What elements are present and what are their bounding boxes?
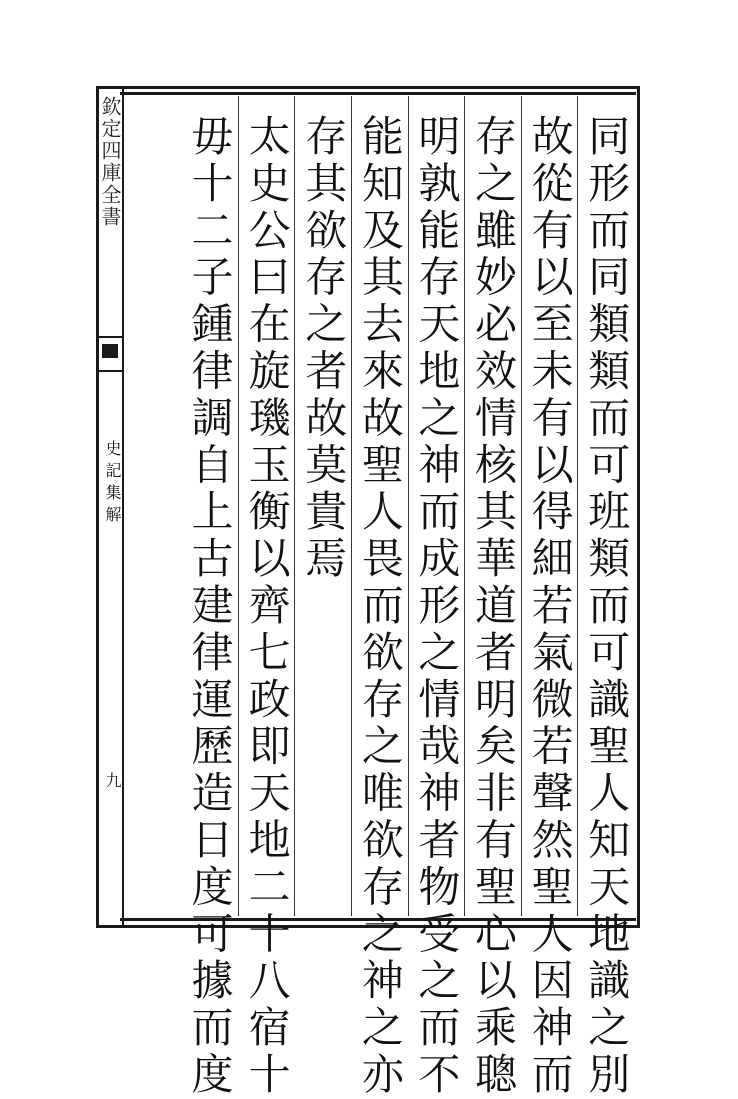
margin-section-title: 史記集解 — [103, 440, 122, 528]
text-column — [577, 96, 634, 1099]
text-column — [294, 96, 351, 916]
inner-top-rule — [120, 92, 636, 95]
text-column — [521, 96, 578, 1099]
text-column — [238, 96, 295, 1099]
margin-page-number: 九 — [103, 772, 122, 788]
column-text: 太史公曰在旋璣玉衡以齊七政即天地二十八宿十 — [242, 114, 292, 1099]
text-body — [124, 96, 634, 1099]
column-text: 存其欲存之者故莫貴焉 — [299, 114, 349, 583]
column-text: 存之雖妙必效情核其華道者明矣非有聖心以乘聰 — [469, 114, 519, 1099]
column-text: 毋十二子鍾律調自上古建律運歷造日度可據而度 — [185, 114, 235, 1099]
column-text: 故從有以至未有以得細若氣微若聲然聖人因神而 — [525, 114, 575, 1099]
margin-book-title: 欽定四庫全書 — [98, 96, 122, 228]
column-text: 能知及其去來故聖人畏而欲存之唯欲存之神之亦 — [355, 114, 405, 1099]
text-column — [464, 96, 521, 1099]
fish-tail-mark — [102, 344, 118, 358]
column-text: 同形而同類類而可班類而可識聖人知天地識之別 — [582, 114, 632, 1099]
text-column — [408, 96, 465, 1099]
column-text: 明孰能存天地之神而成形之情哉神者物受之而不 — [412, 114, 462, 1099]
text-column — [181, 96, 238, 1099]
text-column — [351, 96, 408, 1099]
